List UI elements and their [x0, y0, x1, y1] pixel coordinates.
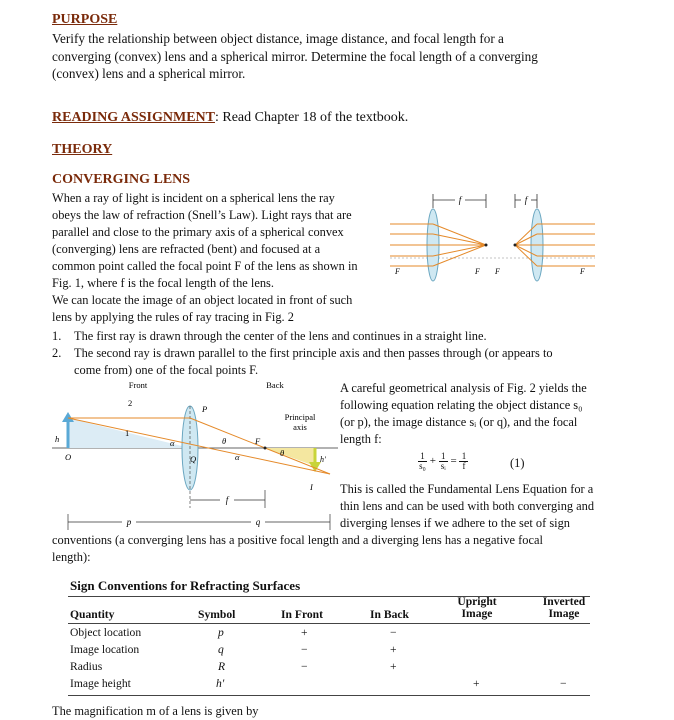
fig1-f-label: f: [458, 195, 462, 205]
reading-text: : Read Chapter 18 of the textbook.: [214, 110, 409, 125]
table-cell-front: −: [301, 660, 308, 673]
fig2-p-label: p: [126, 517, 132, 527]
fig2-hprime-label: h': [320, 455, 326, 464]
reading-heading: READING ASSIGNMENT: [52, 110, 215, 125]
text-line: This is called the Fundamental Lens Equation for a: [340, 482, 594, 496]
purpose-line: Verify the relationship between object distance, image distance, and focal length for a: [52, 31, 504, 46]
list-num: [52, 362, 74, 379]
table-cell-quantity: Object location: [70, 626, 142, 639]
text-line: lens by applying the rules of ray tracing in Fig. 2: [52, 310, 294, 324]
text-line: length):: [52, 550, 91, 564]
table-cell-quantity: Image location: [70, 643, 140, 656]
converging-heading: CONVERGING LENS: [52, 172, 191, 187]
fig2-ray-number: 1: [125, 428, 130, 438]
fig2-O-label: O: [65, 452, 72, 462]
fundamental-text: [340, 481, 640, 532]
purpose-line: converging (convex) lens and a spherical mirror. Determine the focal length of a converging: [52, 48, 538, 64]
table-header: Inverted Image: [542, 595, 586, 620]
list-num: 2.: [52, 346, 62, 360]
purpose-heading: PURPOSE: [52, 12, 118, 27]
fig2-axis-label: axis: [293, 422, 307, 432]
reading-assignment: [52, 110, 408, 126]
fig2-ray-number: 2: [128, 398, 133, 408]
text-line: parallel and close to the primary axis of a spherical convex: [52, 225, 344, 239]
fig2-f-label: f: [225, 495, 229, 505]
fig1-F-label: F: [580, 267, 585, 276]
list-item: [52, 328, 652, 345]
list-item: [52, 345, 652, 362]
text-line: length f:: [340, 432, 382, 446]
theory-heading: THEORY: [52, 142, 113, 157]
table-cell-quantity: Image height: [70, 677, 131, 690]
table-cell-symbol: h': [216, 677, 225, 690]
list-item: [52, 362, 652, 379]
table-cell-symbol: p: [218, 626, 224, 639]
lens-equation: $\frac{1}{\text{s₀}} + \frac{1}{\text{sᵢ}} = \frac{1}{f}$: [418, 452, 468, 471]
list-text: The second ray is drawn parallel to the first principle axis and then passes through (or appears to: [74, 346, 553, 360]
table-cell-symbol: q: [218, 643, 224, 656]
conventions-text: [52, 532, 652, 566]
text-line: A careful geometrical analysis of Fig. 2 yields the: [340, 381, 587, 395]
analysis-text: [340, 380, 630, 448]
fig2-F-label: F: [255, 436, 261, 446]
list-text: The first ray is drawn through the center of the lens and continues in a straight line.: [74, 329, 487, 343]
table-cell-quantity: Radius: [70, 660, 103, 673]
table-top-rule: [68, 596, 590, 597]
text-line: Fig. 1, where f is the focal length of the lens.: [52, 276, 274, 290]
fig2-front-label: Front: [128, 380, 148, 390]
table-header: Symbol: [198, 608, 236, 621]
table-title: Sign Conventions for Refracting Surfaces: [70, 578, 301, 593]
table-cell-back: −: [390, 626, 397, 639]
converging-text: [52, 190, 392, 326]
table-header: Quantity: [70, 608, 115, 621]
text-line: diverging lenses if we adhere to the set of sign: [340, 516, 570, 530]
text-line: following equation relating the object distance s₀: [340, 398, 583, 412]
table-bottom-rule: [68, 695, 590, 696]
table-header: In Back: [370, 608, 409, 621]
fig2-I-label: I: [310, 482, 313, 492]
equation-number: (1): [510, 456, 525, 470]
table-cell-front: −: [301, 643, 308, 656]
table-header: In Front: [281, 608, 323, 621]
fig1-rays-right: [515, 224, 595, 266]
text-line: When a ray of light is incident on a spherical lens the ray: [52, 191, 335, 205]
table-cell-upright: +: [473, 677, 480, 690]
fig2-alpha-label: α: [170, 438, 175, 448]
fig2-P-label: P: [202, 404, 208, 414]
table-cell-back: +: [390, 660, 397, 673]
list-text: come from) one of the focal points F.: [74, 363, 259, 377]
fig2-q-label: q: [255, 517, 261, 527]
fig1-F-label: F: [495, 267, 500, 276]
table-cell-back: +: [390, 643, 397, 656]
text-line: (converging) lens are refracted (bent) and focused at a: [52, 242, 321, 256]
figure-1: [385, 190, 600, 290]
fig1-F-label: F: [475, 267, 480, 276]
fig2-Q-label: Q: [190, 454, 197, 464]
figure-2: [50, 378, 340, 533]
purpose-text: [52, 30, 652, 83]
fig2-alpha-label: α: [235, 452, 240, 462]
fig1-f-label: f: [524, 195, 528, 205]
fig2-back-label: Back: [266, 380, 284, 390]
text-line: conventions (a converging lens has a positive focal length and a diverging lens has a negative focal: [52, 533, 543, 547]
list-num: 1.: [52, 329, 62, 343]
text-line: common point called the focal point F of the lens as shown in: [52, 259, 358, 273]
footer-cut-text: The magnification m of a lens is given by: [52, 704, 259, 718]
ray-list: [52, 328, 652, 379]
fig2-h-label: h: [55, 434, 60, 444]
text-line: (or p), the image distance sᵢ (or q), and the focal: [340, 415, 578, 429]
fig2-theta-label: θ: [280, 448, 285, 458]
table-cell-front: +: [301, 626, 308, 639]
table-header: Upright Image: [457, 595, 497, 620]
table-header-rule: [68, 623, 590, 624]
text-line: We can locate the image of an object located in front of such: [52, 293, 353, 307]
text-line: obeys the law of refraction (Snell’s Law). Light rays that are: [52, 208, 352, 222]
text-line: thin lens and can be used with both converging and: [340, 499, 595, 513]
table-cell-symbol: R: [218, 660, 226, 673]
fig1-F-label: F: [395, 267, 400, 276]
purpose-line: (convex) lens and a spherical mirror.: [52, 66, 246, 81]
fig2-principal-label: Principal: [284, 412, 316, 422]
fig2-theta-label: θ: [222, 436, 227, 446]
table-cell-inverted: −: [560, 677, 567, 690]
